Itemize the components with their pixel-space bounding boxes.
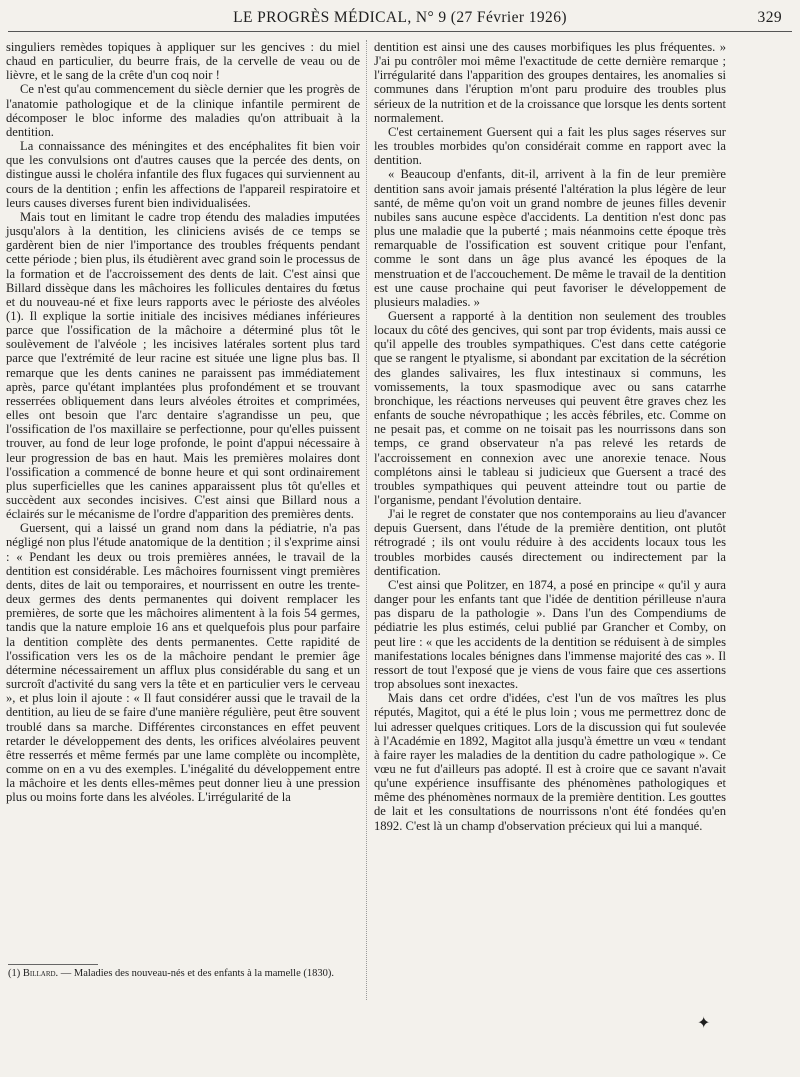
- page-header: [0, 6, 800, 28]
- footnote: [8, 968, 358, 980]
- footnote-text: — Maladies des nouveau-nés et des enfants à la mamelle (1830).: [58, 968, 334, 979]
- journal-title: LE PROGRÈS MÉDICAL, N° 9 (27 Février 1926): [233, 9, 567, 26]
- footnote-rule: [8, 964, 98, 965]
- left-column: [6, 40, 360, 804]
- paragraph: Guersent a rapporté à la dentition non seulement des troubles locaux du côté des gencives, qui sont par trop évidents, mais aussi ce qu'il appelle des troubles sympathiques. C'est dans cette catégorie que se rangent le ptyalisme, si abondant par excitation de la sécrétion des glandes salivaires, les flux intestinaux si communs, les vomissements, la toux spasmodique avec ou sans catarrhe bronchique, les réactions nerveuses qui peuvent être graves chez les enfants de souche névropathique ; les accès fébriles, etc. Comme on ne pesait pas, et comme on ne toisait pas les nourrissons dans son temps, ce grand observateur n'a pas relevé les retards de l'accroissement en connexion avec une anorexie tenace. Nous complétons ainsi le tableau si judicieux que Guersent a tracé des troubles sympathiques qui peuvent atteindre tout ou partie de l'organisme, pendant l'évolution dentaire.: [374, 308, 726, 507]
- paragraph: Mais dans cet ordre d'idées, c'est l'un de vos maîtres les plus réputés, Magitot, qui a été le plus loin ; vous me permettrez donc de lui adresser quelques critiques. Lors de la discussion qui fut soulevée à l'Académie en 1892, Magitot alla jusqu'à émettre un vœu « tendant à faire rayer les maladies de la dentition du cadre pathologique ». Ce vœu ne fut d'ailleurs pas adopté. Il est à croire que ce savant n'avait qu'une expérience insuffisante des phénomènes pathologiques et même des phénomènes normaux de la première dentition. Les gouttes de lait et les consultations de nourrissons n'ont été fondées qu'en 1892. C'est là un champ d'observation précieux qui lui a manqué.: [374, 691, 726, 833]
- footnote-author: Billard.: [22, 968, 59, 979]
- paragraph: C'est certainement Guersent qui a fait les plus sages réserves sur les troubles morbides qu'on considérait comme en rapport avec la dentition.: [374, 124, 726, 168]
- paragraph: singuliers remèdes topiques à appliquer sur les gencives : du miel chaud en particulier, du beurre frais, de la cervelle de veau ou de lièvre, et le sang de la crête d'un coq noir !: [6, 40, 360, 83]
- paragraph: Guersent, qui a laissé un grand nom dans la pédiatrie, n'a pas négligé non plus l'étude anatomique de la dentition ; il s'exprime ainsi : « Pendant les deux ou trois premières années, le travail de la dentition est considérable. Les mâchoires fournissent vingt premières dents, dites de lait ou temporaires, et nourrissent en outre les trente-deux germes des dents permanentes qui doivent remplacer les premières, de sorte que les mâchoires alimentent à la fois 54 germes, tandis que la nature emploie 16 ans et quelquefois plus pour parfaire la dentition complète des dents permanentes. Cette rapidité de l'ossification vers les os de la mâchoire pendant le premier âge détermine nécessairement un afflux plus considérable du sang et un surcroît d'activité du sang vers la tête et en particulier vers le cerveau », et plus loin il ajoute : « Il faut considérer aussi que le travail de la dentition, au lieu de se faire d'une manière régulière, peut être souvent troublé dans sa marche. Différentes circonstances en effet peuvent retarder le développement des dents, les orifices alvéolaires peuvent être resserrés et même fermés par une lame complète ou incomplète, comme on en a vu des exemples. L'inégalité du développement entre la mâchoire et les dents elles-mêmes peut donner lieu à une pression plus ou moins forte dans les alvéoles. L'irrégularité de la: [6, 521, 360, 805]
- right-column: [374, 40, 726, 833]
- paragraph: Mais tout en limitant le cadre trop étendu des maladies imputées jusqu'alors à la dentition, les cliniciens avisés de ce temps se gardèrent bien de nier l'importance des troubles fréquents pendant cette période ; bien plus, ils étudièrent avec grand soin le processus de la formation et de l'accroissement des dents de lait. C'est ainsi que Billard dissèque dans les mâchoires les follicules dentaires du fœtus et du nouveau-né et fixe leurs rapports avec le périoste des alvéoles (1). Il explique la sortie initiale des incisives médianes inférieures parce que l'ossification de la mâchoire a déterminé plus tôt le soulèvement de l'alvéole ; les incisives latérales sortent plus tard parce que l'extrémité de leur racine est située une ligne plus bas. Il remarque que les dents canines ne paraissent pas immédiatement après, parce qu'étant implantées plus profondément et se trouvant resserrées obliquement dans leurs alvéoles étroites et comprimées, elles ont besoin que l'arc dentaire s'agrandisse un peu, que l'ossification de l'os maxillaire se perfectionne, pour qu'elles puissent trouver, au fond de leur loge profonde, le point d'appui nécessaire à leur progression de bas en haut. Mais les premières molaires dont l'ossification a commencé de bonne heure et qui sont ordinairement plus superficielles que les canines apparaissent plus tôt qu'elles et succèdent aux secondes incisives. C'est ainsi que Billard nous a éclairés sur le mécanisme de l'ordre d'apparition des premières dents.: [6, 209, 360, 522]
- column-divider: [366, 40, 367, 1000]
- paragraph: Ce n'est qu'au commencement du siècle dernier que les progrès de l'anatomie pathologique et de la clinique infantile permirent de décomposer le bloc informe des maladies qu'on attribuait à la dentition.: [6, 82, 360, 139]
- paragraph: C'est ainsi que Politzer, en 1874, a posé en principe « qu'il y aura danger pour les enfants tant que l'idée de dentition périlleuse n'aura pas disparu de la pathologie ». Dans l'un des Compendiums de pédiatrie les plus estimés, celui publié par Grancher et Comby, on peut lire : « que les accidents de la dentition se réduisent à de simples manifestations locales bénignes dans l'immense majorité des cas ». Il ressort de tout l'exposé que je viens de vous faire que ces assertions trop absolues sont inexactes.: [374, 577, 726, 692]
- paragraph: J'ai le regret de constater que nos contemporains au lieu d'avancer depuis Guersent, dans l'étude de la première dentition, ont plutôt rétrogradé ; ils ont voulu réduire à des accidents locaux tous les troubles morbides causés directement ou indirectement par la dentification.: [374, 507, 726, 578]
- paragraph: dentition est ainsi une des causes morbifiques les plus fréquentes. » J'ai pu contrôler moi même l'exactitude de cette dernière remarque ; l'irrégularité dans l'apparition des groupes dentaires, les anomalies si communes dans l'éruption m'ont paru produire des troubles plus sérieux de la nutrition et de la croissance que lorsque les dents sortent normalement.: [374, 40, 726, 125]
- page-number: 329: [757, 9, 782, 26]
- footnote-marker: (1): [8, 968, 21, 979]
- header-rule: [8, 31, 792, 32]
- paragraph: La connaissance des méningites et des encéphalites fit bien voir que les convulsions ont d'autres causes que la percée des dents, on distingue aussi le choléra infantile des flux fugaces qui surviennent au cours de la dentition ; enfin les affections de l'appareil respiratoire et leurs causes diverses furent bien individualisées.: [6, 139, 360, 210]
- end-ornament-icon: ✦: [697, 1015, 711, 1032]
- paragraph: « Beaucoup d'enfants, dit-il, arrivent à la fin de leur première dentition sans avoir jamais présenté l'altération la plus légère de leur santé, de même qu'on voit un grand nombre de jeunes filles devenir nubiles sans aucune espèce d'accidents. La dentition n'est donc pas plus une maladie que la puberté ; mais néanmoins cette époque très remarquable de l'ossification est souvent critique pour l'enfant, comme le sont dans un âge plus avancé les époques de la menstruation et de l'accouchement. De même le travail de la dentition est une cause prochaine qui peut favoriser le développement de plusieurs maladies. »: [374, 167, 726, 309]
